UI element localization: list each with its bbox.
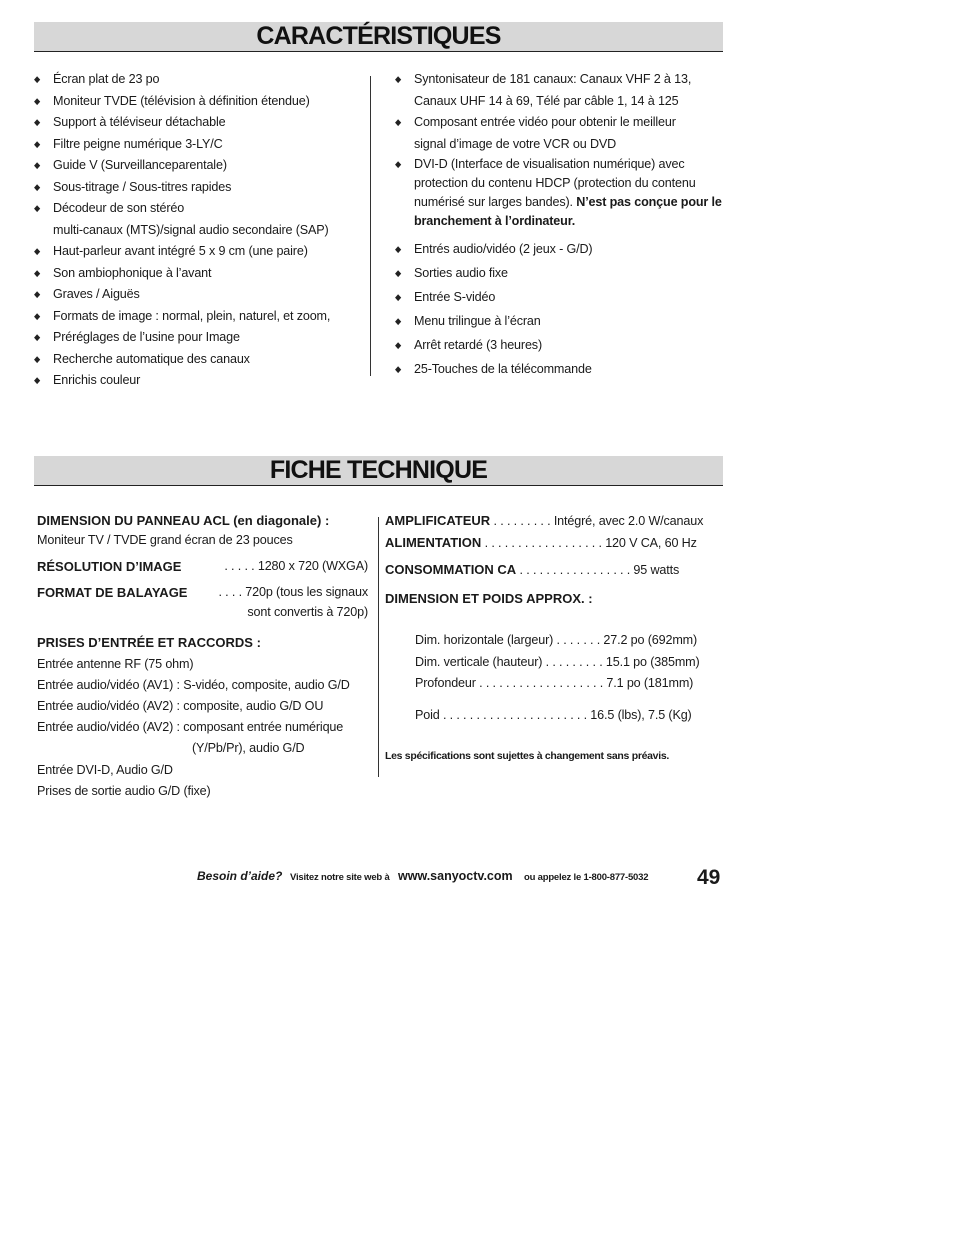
list-item: Prises de sortie audio G/D (fixe): [37, 784, 211, 798]
panel-size-label: DIMENSION DU PANNEAU ACL (en diagonale) :: [37, 513, 330, 528]
list-item-continuation: (Y/Pb/Pr), audio G/D: [192, 741, 305, 755]
diamond-bullet-icon: ◆: [34, 138, 41, 149]
list-item: ◆ Filtre peigne numérique 3-LY/C: [34, 134, 364, 156]
diamond-bullet-icon: ◆: [34, 375, 41, 385]
diamond-bullet-icon: ◆: [34, 310, 41, 321]
weight: Poid . . . . . . . . . . . . . . . . . . . . . . 16.5 (lbs), 7.5 (Kg): [415, 708, 692, 722]
list-item-continuation: multi-canaux (MTS)/signal audio secondaire (SAP): [53, 222, 329, 237]
diamond-bullet-icon: ◆: [34, 267, 41, 278]
list-item: Entrée DVI-D, Audio G/D: [37, 763, 173, 777]
page-number: 49: [697, 866, 721, 889]
dim-vertical: Dim. verticale (hauteur) . . . . . . . . . 15.1 po (385mm): [415, 655, 700, 669]
list-item: Entrée audio/vidéo (AV2) : composant entrée numérique: [37, 720, 344, 734]
list-item: ◆ Composant entrée vidéo pour obtenir le meilleur: [395, 112, 725, 134]
diamond-bullet-icon: ◆: [34, 117, 41, 127]
list-item-continuation: signal d’image de votre VCR ou DVD: [414, 136, 617, 151]
dim-horizontal: Dim. horizontale (largeur) . . . . . . . 27.2 po (692mm): [415, 633, 698, 647]
list-item: ◆ Support à téléviseur détachable: [34, 112, 364, 134]
inputs-label: PRISES D’ENTRÉE ET RACCORDS :: [37, 635, 261, 650]
diamond-bullet-icon: ◆: [34, 289, 41, 299]
list-item: ◆ Guide V (Surveillanceparentale): [34, 155, 364, 177]
notice: Les spécifications sont sujettes à changement sans préavis.: [385, 750, 669, 762]
dvi-warning-cont: branchement à l’ordinateur.: [414, 214, 576, 228]
footer-call: ou appelez le 1-800-877-5032: [524, 872, 649, 883]
diamond-bullet-icon: ◆: [395, 340, 402, 350]
diamond-bullet-icon: ◆: [395, 117, 402, 127]
diamond-bullet-icon: ◆: [395, 292, 402, 302]
scan-format-label: FORMAT DE BALAYAGE: [37, 585, 188, 600]
power-row: ALIMENTATION . . . . . . . . . . . . . . . . . . 120 V CA, 60 Hz: [385, 535, 697, 550]
list-item: ◆ Entrée S-vidéo: [395, 285, 725, 309]
diamond-bullet-icon: ◆: [34, 160, 41, 170]
list-item: ◆ Entrés audio/vidéo (2 jeux - G/D): [395, 237, 725, 261]
dim-depth: Profondeur . . . . . . . . . . . . . . . . . . . 7.1 po (181mm): [415, 676, 694, 690]
resolution-label: RÉSOLUTION D’IMAGE: [37, 559, 182, 574]
consumption-row: CONSOMMATION CA . . . . . . . . . . . . . . . . . 95 watts: [385, 562, 680, 577]
scan-format-value: . . . . 720p (tous les signaux: [218, 585, 368, 599]
list-item: ◆ Arrêt retardé (3 heures): [395, 333, 725, 357]
panel-size-value: Moniteur TV / TVDE grand écran de 23 pouces: [37, 533, 293, 547]
list-item: ◆ Sorties audio fixe: [395, 261, 725, 285]
list-item: Entrée audio/vidéo (AV2) : composite, audio G/D OU: [37, 699, 324, 713]
dvi-warning: N’est pas conçue pour le: [576, 195, 722, 209]
diamond-bullet-icon: ◆: [395, 316, 402, 326]
column-divider: [370, 76, 371, 376]
list-item: ◆ Menu trilingue à l’écran: [395, 309, 725, 333]
list-item: Entrée antenne RF (75 ohm): [37, 657, 194, 671]
list-item-continuation: [395, 212, 725, 231]
list-item: ◆ 25-Touches de la télécommande: [395, 357, 725, 381]
features-left-list: [34, 69, 364, 392]
specs-left: [37, 510, 372, 810]
diamond-bullet-icon: ◆: [395, 364, 402, 374]
column-divider: [378, 517, 379, 777]
list-item: ◆ Son ambiophonique à l’avant: [34, 263, 364, 285]
features-banner: [34, 22, 723, 52]
footer-url-link[interactable]: www.sanyoctv.com: [398, 869, 513, 883]
list-item-continuation: protection du contenu HDCP (protection du contenu: [414, 176, 696, 190]
list-item: ◆ Enrichis couleur: [34, 370, 364, 392]
list-item: ◆ Formats de image : normal, plein, naturel, et zoom,: [34, 306, 364, 328]
diamond-bullet-icon: ◆: [395, 268, 402, 278]
footer-visit: Visitez notre site web à: [290, 872, 390, 883]
list-item-continuation: Canaux UHF 14 à 69, Télé par câble 1, 14 à 125: [414, 93, 679, 108]
list-item: ◆ DVI-D (Interface de visualisation numérique) avec: [395, 155, 725, 174]
diamond-bullet-icon: ◆: [34, 181, 41, 192]
list-item: ◆ Recherche automatique des canaux: [34, 349, 364, 371]
diamond-bullet-icon: ◆: [34, 332, 41, 342]
diamond-bullet-icon: ◆: [395, 244, 402, 254]
dimensions-label: DIMENSION ET POIDS APPROX. :: [385, 591, 593, 606]
footer-help: Besoin d’aide?: [197, 869, 283, 883]
diamond-bullet-icon: ◆: [34, 353, 41, 364]
list-item: ◆ Syntonisateur de 181 canaux: Canaux VHF 2 à 13,: [395, 69, 725, 91]
list-item: ◆ Graves / Aiguës: [34, 284, 364, 306]
resolution-value: . . . . . 1280 x 720 (WXGA): [224, 559, 368, 573]
specs-title: FICHE TECHNIQUE: [269, 456, 488, 484]
list-item: ◆ Sous-titrage / Sous-titres rapides: [34, 177, 364, 199]
features-title: CARACTÉRISTIQUES: [256, 22, 501, 50]
list-item: ◆ Haut-parleur avant intégré 5 x 9 cm (une paire): [34, 241, 364, 263]
features-right-list: [395, 69, 725, 381]
list-item: ◆ Préréglages de l’usine pour Image: [34, 327, 364, 349]
list-item-continuation: numérisé sur larges bandes). N’est pas conçue pour le: [414, 195, 722, 209]
scan-format-value-cont: sont convertis à 720p): [247, 605, 368, 619]
specs-right: [385, 510, 725, 770]
diamond-bullet-icon: ◆: [395, 74, 402, 84]
list-item: ◆ Écran plat de 23 po: [34, 69, 364, 91]
diamond-bullet-icon: ◆: [34, 203, 41, 213]
specs-banner: [34, 456, 723, 486]
list-item: Entrée audio/vidéo (AV1) : S-vidéo, composite, audio G/D: [37, 678, 350, 692]
amplifier-row: AMPLIFICATEUR . . . . . . . . . Intégré, avec 2.0 W/canaux: [385, 513, 704, 528]
diamond-bullet-icon: ◆: [34, 246, 41, 256]
list-item: ◆ Moniteur TVDE (télévision à définition étendue): [34, 91, 364, 113]
diamond-bullet-icon: ◆: [34, 95, 41, 106]
diamond-bullet-icon: ◆: [34, 74, 41, 84]
list-item: ◆ Décodeur de son stéréo: [34, 198, 364, 220]
diamond-bullet-icon: ◆: [395, 159, 402, 169]
